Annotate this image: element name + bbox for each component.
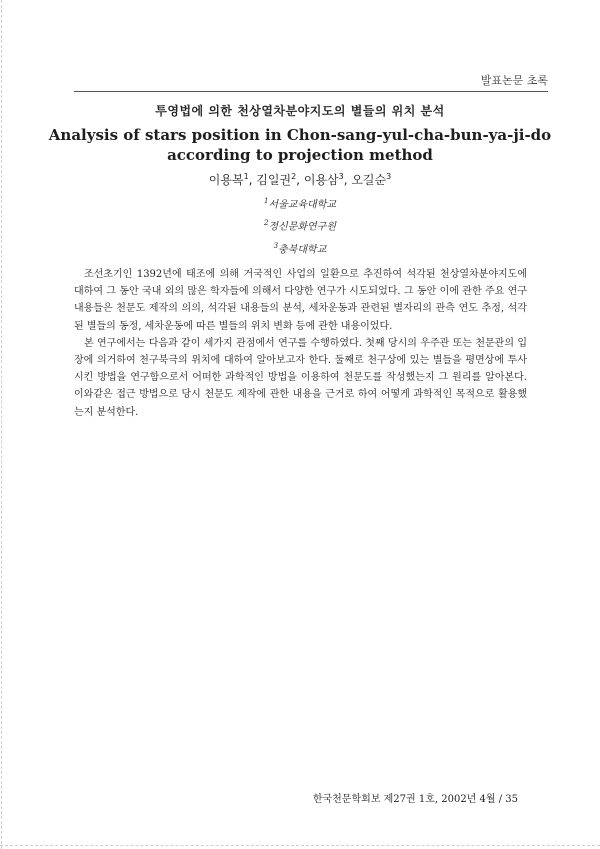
abstract-body <box>74 266 527 421</box>
title-english <box>0 125 600 165</box>
title-english-line1: Analysis of stars position in Chon-sang-yul-cha-bun-ya-ji-do <box>48 126 552 144</box>
author-name: 이용복 <box>208 173 244 187</box>
title-english-line2: according to projection method <box>167 146 433 164</box>
scan-edge-bottom <box>0 845 600 846</box>
author-affiliation-mark: 3 <box>338 172 344 181</box>
abstract-paragraph: 본 연구에서는 다음과 같이 세가지 관점에서 연구를 수행하였다. 첫째 당시의 우주관 또는 천문관의 입장에 의거하여 천구북극의 위치에 대하여 알아보고자 한다. 둘째로 천구상에 있는 별들을 평면상에 투사시킨 방법을 연구함으로서 어떠한 과학적인 방법을 이용하여 천문도를 작성했는지 그 원리를 알아본다. 이와같은 접근 방법으로 당시 천문도 제작에 관한 내용을 근거로 하여 어떻게 과학적인 목적으로 활용했는지 분석한다. <box>74 337 527 418</box>
title-korean: 투영법에 의한 천상열차분야지도의 별들의 위치 분석 <box>155 104 445 118</box>
author-name: 이용삼 <box>303 173 339 187</box>
author-affiliation-mark: 1 <box>243 172 249 181</box>
author-affiliation-mark: 2 <box>291 172 297 181</box>
affiliation: $^2$정신문화연구원 <box>263 219 337 233</box>
affiliation: $^3$충북대학교 <box>273 241 327 255</box>
page-footer-citation: 한국천문학회보 제27권 1호, 2002년 4월 / 35 <box>312 794 518 805</box>
author-name: 김일권 <box>256 173 292 187</box>
abstract-paragraph: 조선초기인 1392년에 태조에 의해 거국적인 사업의 일환으로 추진하여 석각된 천상열차분야지도에 대하여 그 동안 국내 외의 많은 학자들에 의해서 다양한 연구가 시도되었다. 그 동안 이에 관한 주요 연구 내용들은 천문도 제작의 의의, 석각된 내용들의 분석, 세차운동과 관련된 별자리의 관측 연도 추정, 석각된 별들의 동정, 세차운동에 따른 별들의 위치 변화 등에 관한 내용이었다. <box>74 269 527 332</box>
author-list: 이용복$^1$, 김일권$^2$, 이용삼$^3$, 오길순$^3$ <box>208 172 392 187</box>
section-header-label: 발표논문 초록 <box>480 74 548 87</box>
author-name: 오길순 <box>351 173 387 187</box>
affiliation-list <box>0 192 600 259</box>
author-affiliation-mark: 3 <box>386 172 392 181</box>
affiliation: $^1$서울교육대학교 <box>263 197 337 211</box>
header-rule <box>74 91 548 92</box>
